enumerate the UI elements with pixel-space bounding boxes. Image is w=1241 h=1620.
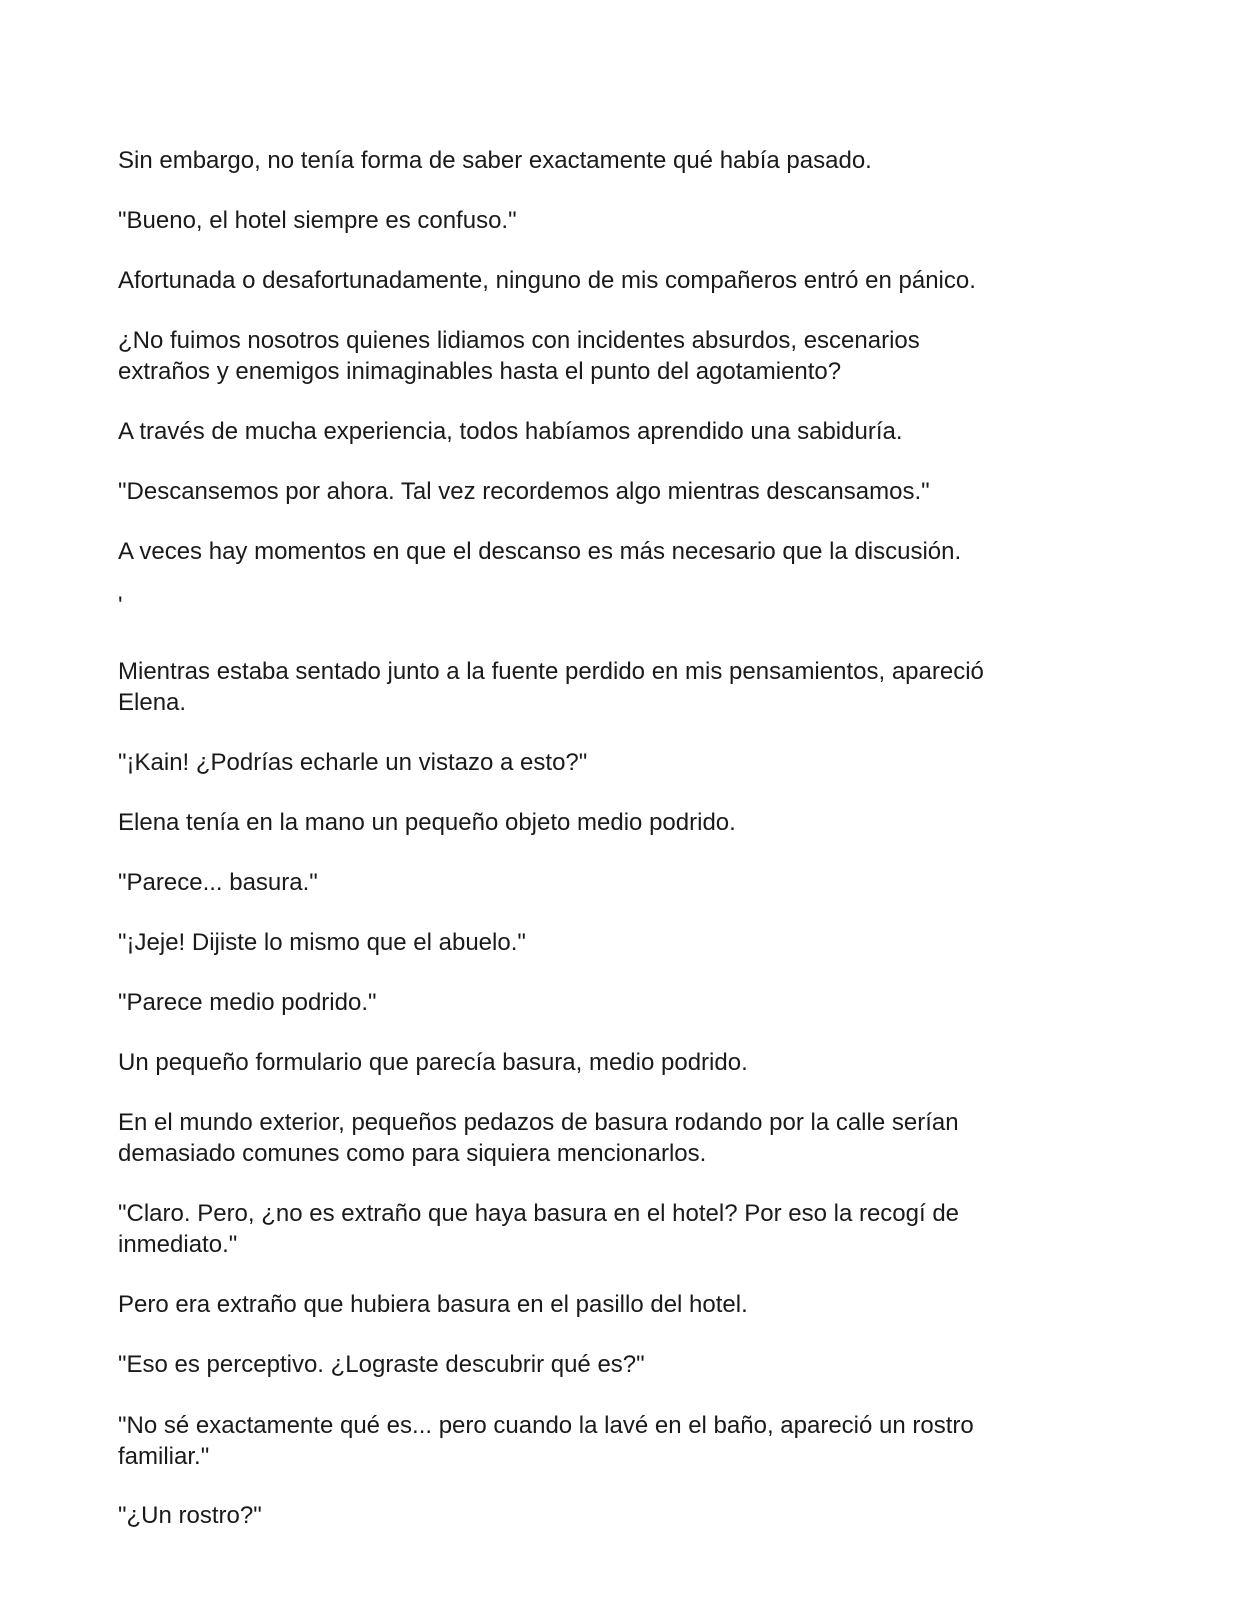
paragraph-line: Afortunada o desafortunadamente, ninguno de mis compañeros entró en pánico. (118, 267, 976, 294)
paragraph-line: "¿Un rostro?" (118, 1502, 262, 1529)
paragraph-line: familiar." (118, 1443, 210, 1470)
paragraph (118, 145, 1118, 176)
paragraph-line: "No sé exactamente qué es... pero cuando la lavé en el baño, apareció un rostro (118, 1412, 974, 1439)
paragraph-line: extraños y enemigos inimaginables hasta el punto del agotamiento? (118, 358, 842, 385)
paragraph (118, 1198, 1118, 1260)
paragraph-line: Un pequeño formulario que parecía basura, medio podrido. (118, 1049, 748, 1076)
paragraph-line: "Claro. Pero, ¿no es extraño que haya basura en el hotel? Por eso la recogí de (118, 1200, 960, 1227)
paragraph-line: "¡Kain! ¿Podrías echarle un vistazo a esto?" (118, 749, 588, 776)
paragraph (118, 747, 1118, 778)
paragraph (118, 265, 1118, 296)
paragraph (118, 536, 1118, 567)
paragraph (118, 867, 1118, 898)
paragraph (118, 476, 1118, 507)
paragraph-line: "Parece... basura." (118, 869, 318, 896)
paragraph (118, 927, 1118, 958)
paragraph-line: ¿No fuimos nosotros quienes lidiamos con incidentes absurdos, escenarios (118, 327, 920, 354)
paragraph-line: A través de mucha experiencia, todos habíamos aprendido una sabiduría. (118, 418, 903, 445)
paragraph-line: demasiado comunes como para siquiera mencionarlos. (118, 1140, 707, 1167)
paragraph (118, 807, 1118, 838)
paragraph-line: inmediato." (118, 1231, 238, 1258)
paragraph (118, 1047, 1118, 1078)
paragraph (118, 987, 1118, 1018)
paragraph-line: Elena tenía en la mano un pequeño objeto medio podrido. (118, 809, 736, 836)
paragraph (118, 1500, 1118, 1531)
paragraph (118, 1410, 1118, 1472)
paragraph-line: Sin embargo, no tenía forma de saber exactamente qué había pasado. (118, 147, 872, 174)
paragraph-line: Mientras estaba sentado junto a la fuente perdido en mis pensamientos, apareció (118, 658, 984, 685)
paragraph (118, 656, 1118, 718)
paragraph (118, 1349, 1118, 1380)
paragraph-line: En el mundo exterior, pequeños pedazos de basura rodando por la calle serían (118, 1109, 959, 1136)
paragraph-line: "Bueno, el hotel siempre es confuso." (118, 207, 517, 234)
paragraph-line: A veces hay momentos en que el descanso es más necesario que la discusión. (118, 538, 962, 565)
paragraph (118, 1289, 1118, 1320)
paragraph-line: "¡Jeje! Dijiste lo mismo que el abuelo." (118, 929, 526, 956)
paragraph-line: "Descansemos por ahora. Tal vez recordemos algo mientras descansamos." (118, 478, 930, 505)
paragraph-line: "Eso es perceptivo. ¿Lograste descubrir qué es?" (118, 1351, 645, 1378)
paragraph (118, 416, 1118, 447)
paragraph (118, 1107, 1118, 1169)
paragraph-line: Elena. (118, 689, 187, 716)
paragraph-line: "Parece medio podrido." (118, 989, 377, 1016)
paragraph (118, 205, 1118, 236)
paragraph (118, 590, 1118, 621)
paragraph-line: ' (118, 592, 123, 619)
paragraph (118, 325, 1118, 387)
paragraph-line: Pero era extraño que hubiera basura en el pasillo del hotel. (118, 1291, 748, 1318)
